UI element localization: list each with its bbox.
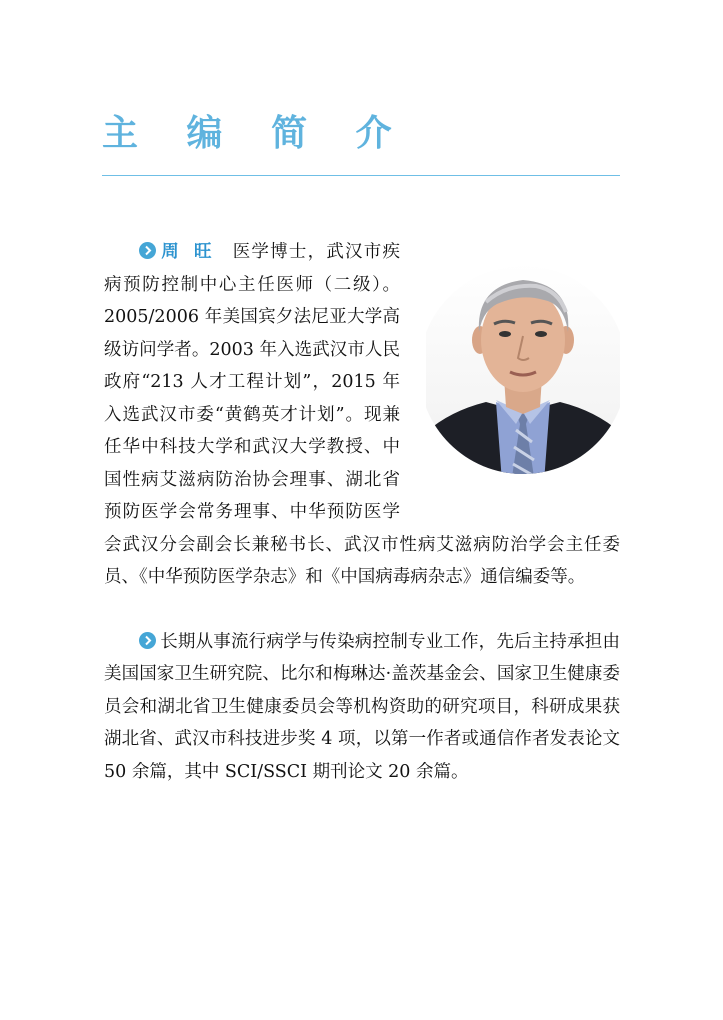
chevron-right-circle-icon [139, 632, 156, 649]
bio-paragraph-2 [104, 626, 620, 789]
author-name: 周旺 [160, 242, 227, 262]
portrait-photo [426, 262, 620, 482]
title-divider [102, 175, 620, 176]
portrait-container [406, 236, 620, 526]
page-title: 主 编 简 介 [102, 113, 410, 154]
bio-section [104, 236, 620, 788]
bio-text-2: 长期从事流行病学与传染病控制专业工作，先后主持承担由美国国家卫生研究院、比尔和梅琳达·盖茨基金会、国家卫生健康委员会和湖北省卫生健康委员会等机构资助的研究项目，科研成果获湖北省、武汉市科技进步奖 4 项，以第一作者或通信作者发表论文 50 余篇，其中 SCI/SSCI 期刊论文 20 余篇。 [104, 631, 620, 782]
bio-text-1: 医学博士，武汉市疾病预防控制中心主任医师（二级）。2005/2006 年美国宾夕法尼亚大学高级访问学者。2003 年入选武汉市人民政府“213 人才工程计划”，2015 年入选武汉市委“黄鹤英才计划”。现兼任华中科技大学和武汉大学教授、中国性病艾滋病防治协会理事、湖北省预防医学会常务理事、中华预防医学会武汉分会副会长兼秘书长、武汉市性病艾滋病防治学会主任委员、《中华预防医学杂志》和《中国病毒病杂志》通信编委等。 [104, 242, 620, 587]
chevron-right-circle-icon [139, 242, 156, 259]
